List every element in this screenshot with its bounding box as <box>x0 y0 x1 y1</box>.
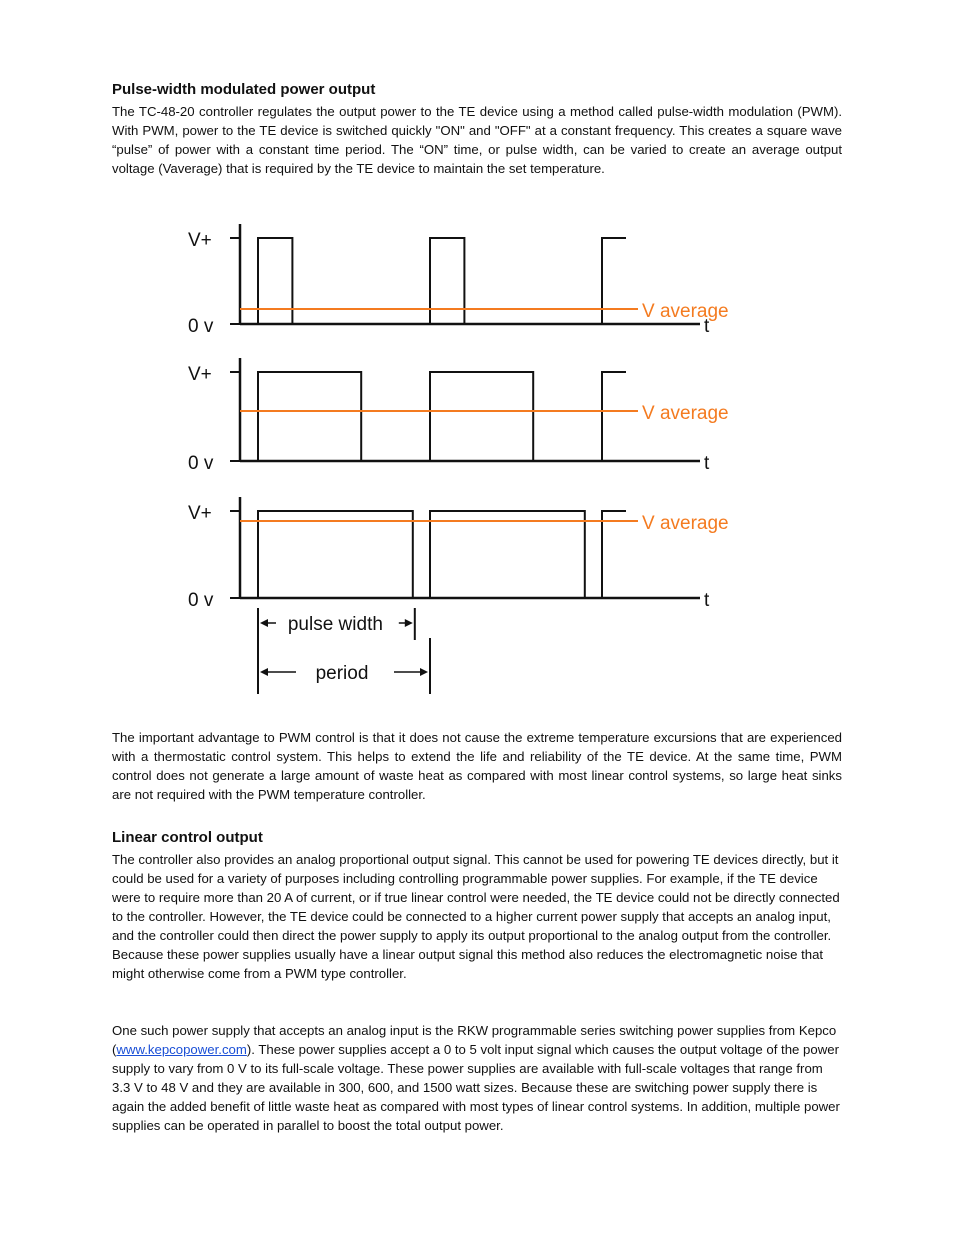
zero-v-label-2: 0 v <box>188 453 214 474</box>
pulse-width-right-arrow <box>405 619 413 627</box>
vplus-label-1: V+ <box>188 230 212 251</box>
pwm-intro-paragraph: The TC-48-20 controller regulates the output power to the TE device using a method called pulse-width modulation (PWM). With PWM, power to the TE device is switched quickly "ON" and "OFF" at a constant frequency. This creates a square wave “pulse” of power with a constant time period. The “ON” time, or pulse width, can be varied to create an average output voltage (Vaverage) that is required by the TE device to maintain the set temperature. <box>112 104 842 176</box>
kepco-paragraph <box>112 1021 840 1135</box>
pwm-waveform-diagram <box>180 212 780 702</box>
kepco-link[interactable]: www.kepcopower.com <box>116 1042 247 1057</box>
vplus-label-3: V+ <box>188 503 212 524</box>
linear-output-paragraph: The controller also provides an analog proportional output signal. This cannot be used for powering TE devices directly, but it could be used for a variety of purposes including controlling programmable power supplies. For example, if the TE device were to require more than 20 A of current, or if true linear control were needed, the TE device could not be directly connected to the controller. However, the TE device could be connected to a higher current power supply that accepts an analog input, and the controller could then direct the power supply to apply its output proportional to the analog output from the controller. Because these power supplies usually have a linear output signal this method also reduces the electromagnetic noise that might otherwise come from a PWM type controller. <box>112 852 840 981</box>
v-average-label-1: V average <box>642 301 729 322</box>
pulse-width-label: pulse width <box>287 614 383 635</box>
t-label-2: t <box>704 453 710 474</box>
pwm-advantage-paragraph: The important advantage to PWM control is that it does not cause the extreme temperature excursions that are experienced with a thermostatic control system. This helps to extend the life and reliability of the TE device. At the same time, PWM control does not generate a large amount of waste heat as compared with most linear control systems, so large heat sinks are not required with the PWM temperature controller. <box>112 730 842 802</box>
t-label-3: t <box>704 590 710 611</box>
square-wave-1 <box>258 238 626 324</box>
kepco-text-before: One such power supply that accepts an analog input is the RKW programmable series switching power supplies from Kepco ( <box>112 1023 837 1057</box>
period-label: period <box>315 663 369 684</box>
square-wave-3 <box>258 511 626 598</box>
period-right-arrow <box>420 668 428 676</box>
section-heading-pwm: Pulse-width modulated power output <box>112 81 376 98</box>
v-average-label-2: V average <box>642 403 729 424</box>
t-label-1: t <box>704 316 710 337</box>
zero-v-label-1: 0 v <box>188 316 214 337</box>
zero-v-label-3: 0 v <box>188 590 214 611</box>
section-heading-linear: Linear control output <box>112 829 263 846</box>
kepco-text-after: ). These power supplies accept a 0 to 5 volt input signal which causes the output voltage of the power supply to vary from 0 V to its full-scale voltage. These power supplies are available with full-scale voltages that range from 3.3 V to 48 V and they are available in 300, 600, and 1500 watt sizes. Because these are switching power supply there is again the added benefit of little waste heat as compared with most types of linear control systems. In addition, multiple power supplies can be operated in parallel to boost the total output power. <box>112 1042 840 1133</box>
v-average-label-3: V average <box>642 513 729 534</box>
vplus-label-2: V+ <box>188 364 212 385</box>
square-wave-2 <box>258 372 626 461</box>
